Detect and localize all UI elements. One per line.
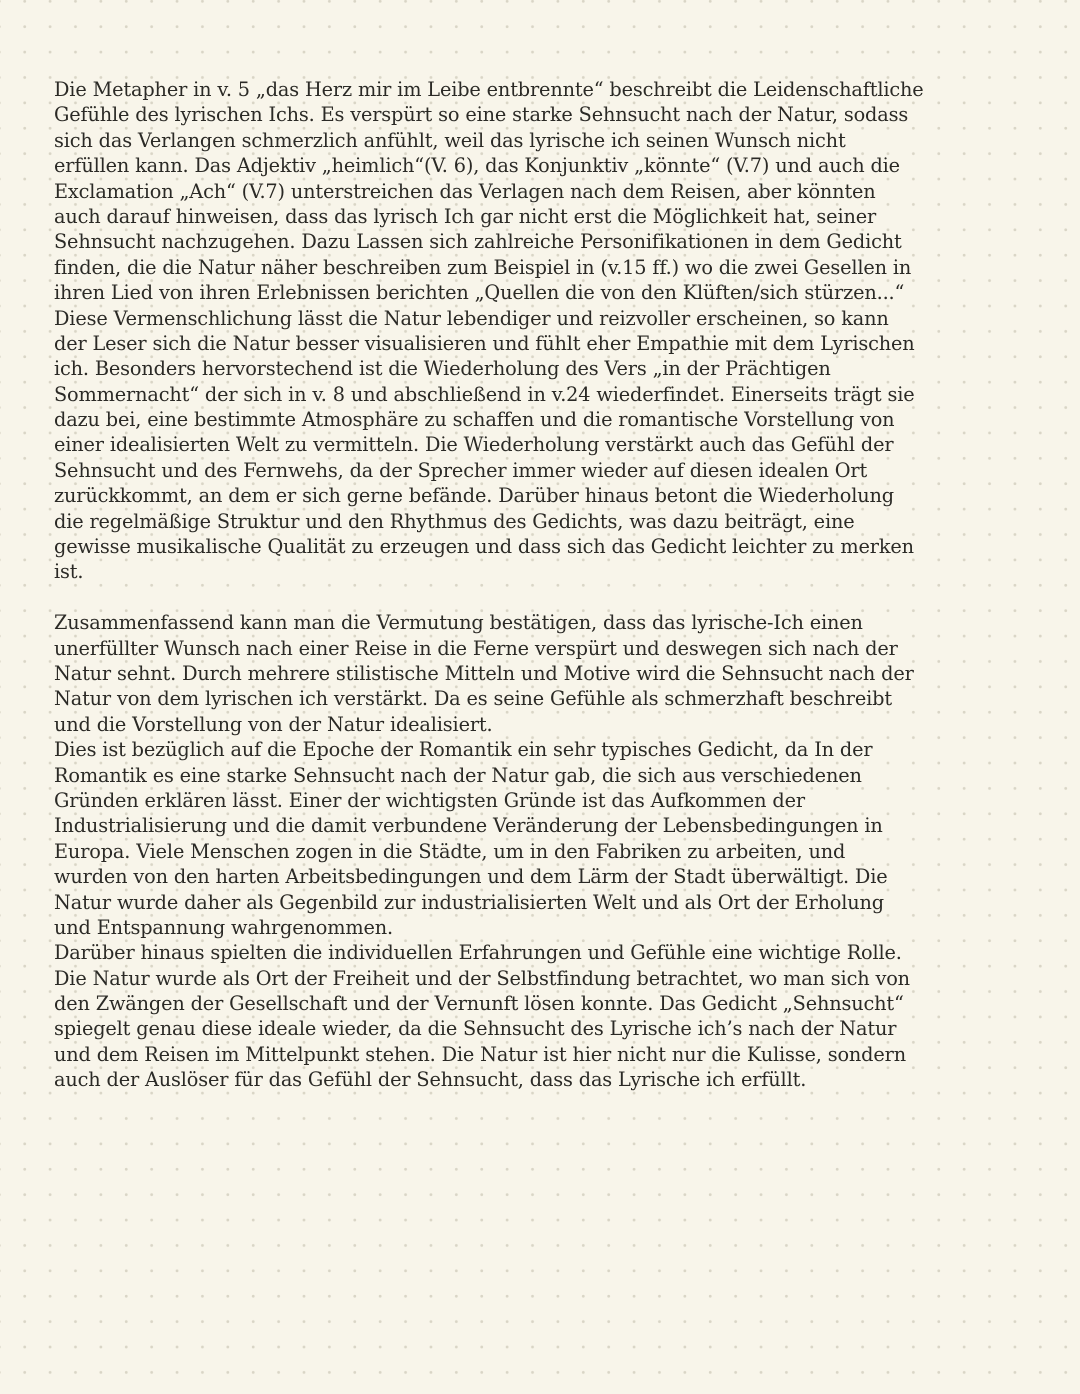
text-line: wurden von den harten Arbeitsbedingungen und dem Lärm der Stadt überwältigt. Die — [54, 865, 888, 889]
text-line: Die Metapher in v. 5 „das Herz mir im Leibe entbrennte“ beschreibt die Leidenschaftliche — [54, 78, 924, 101]
text-line: erfüllen kann. Das Adjektiv „heimlich“(V. 6), das Konjunktiv „könnte“ (V.7) und auch die — [54, 154, 900, 178]
text-line: Diese Vermenschlichung lässt die Natur lebendiger und reizvoller erscheinen, so kann — [54, 306, 889, 330]
text-line: Gefühle des lyrischen Ichs. Es verspürt so eine starke Sehnsucht nach der Natur, sodass — [54, 103, 909, 127]
text-line: Europa. Viele Menschen zogen in die Städte, um in den Fabriken zu arbeiten, und — [54, 839, 846, 863]
text-line: Industrialisierung und die damit verbundene Veränderung der Lebensbedingungen in — [54, 814, 883, 838]
text-line: ich. Besonders hervorstechend ist die Wiederholung des Vers „in der Prächtigen — [54, 357, 831, 381]
text-line: einer idealisierten Welt zu vermitteln. Die Wiederholung verstärkt auch das Gefühl der — [54, 433, 894, 457]
text-line: Sehnsucht nachzugehen. Dazu Lassen sich zahlreiche Personifikationen in dem Gedicht — [54, 230, 902, 254]
text-line: und Entspannung wahrgenommen. — [54, 915, 394, 939]
conclusion-paragraph — [54, 610, 999, 1092]
text-line: ist. — [54, 560, 84, 584]
text-line: und die Vorstellung von der Natur idealisiert. — [54, 712, 493, 736]
text-line: Darüber hinaus spielten die individuellen Erfahrungen und Gefühle eine wichtige Rolle. — [54, 941, 902, 965]
text-line: spiegelt genau diese ideale wieder, da die Sehnsucht des Lyrische ich’s nach der Natur — [54, 1017, 897, 1041]
text-line: Natur sehnt. Durch mehrere stilistische Mitteln und Motive wird die Sehnsucht nach der — [54, 661, 914, 685]
text-line: der Leser sich die Natur besser visualisieren und fühlt eher Empathie mit dem Lyrischen — [54, 331, 915, 355]
text-line: finden, die die Natur näher beschreiben zum Beispiel in (v.15 ff.) wo die zwei Gesellen in — [54, 255, 912, 279]
text-line: Sehnsucht und des Fernwehs, da der Sprecher immer wieder auf diesen idealen Ort — [54, 458, 868, 482]
text-line: Exclamation „Ach“ (V.7) unterstreichen das Verlagen nach dem Reisen, aber könnten — [54, 179, 876, 203]
text-line: Natur wurde daher als Gegenbild zur industrialisierten Welt und als Ort der Erholung — [54, 890, 885, 914]
text-line: sich das Verlangen schmerzlich anfühlt, weil das lyrische ich seinen Wunsch nicht — [54, 128, 846, 152]
text-line: Dies ist bezüglich auf die Epoche der Romantik ein sehr typisches Gedicht, da In der — [54, 738, 873, 762]
text-line: auch der Auslöser für das Gefühl der Sehnsucht, dass das Lyrische ich erfüllt. — [54, 1068, 807, 1092]
text-line: unerfüllter Wunsch nach einer Reise in die Ferne verspürt und deswegen sich nach der — [54, 636, 898, 660]
text-line: zurückkommt, an dem er sich gerne befände. Darüber hinaus betont die Wiederholung — [54, 484, 895, 508]
text-line: Gründen erklären lässt. Einer der wichtigsten Gründe ist das Aufkommen der — [54, 788, 805, 812]
text-line: die regelmäßige Struktur und den Rhythmus des Gedichts, was dazu beiträgt, eine — [54, 509, 855, 533]
text-line: Die Natur wurde als Ort der Freiheit und der Selbstfindung betrachtet, wo man sich von — [54, 966, 910, 990]
text-line: und dem Reisen im Mittelpunkt stehen. Die Natur ist hier nicht nur die Kulisse, sondern — [54, 1042, 906, 1066]
text-line: gewisse musikalische Qualität zu erzeugen und dass sich das Gedicht leichter zu merken — [54, 535, 914, 559]
text-line: dazu bei, eine bestimmte Atmosphäre zu schaffen und die romantische Vorstellung von — [54, 408, 895, 432]
analysis-paragraph — [54, 77, 999, 585]
text-line: Natur von dem lyrischen ich verstärkt. Da es seine Gefühle als schmerzhaft beschreibt — [54, 687, 892, 711]
text-line: auch darauf hinweisen, dass das lyrisch Ich gar nicht erst die Möglichkeit hat, seiner — [54, 204, 877, 228]
text-line: Zusammenfassend kann man die Vermutung bestätigen, dass das lyrische-Ich einen — [54, 611, 863, 635]
text-line: Sommernacht“ der sich in v. 8 und abschließend in v.24 wiederfindet. Einerseits trägt sie — [54, 382, 915, 406]
text-line: Romantik es eine starke Sehnsucht nach der Natur gab, die sich aus verschiedenen — [54, 763, 862, 787]
text-line: den Zwängen der Gesellschaft und der Vernunft lösen konnte. Das Gedicht „Sehnsucht“ — [54, 992, 904, 1016]
document-page — [54, 77, 999, 1093]
paragraph-gap — [54, 585, 999, 610]
text-line: ihren Lied von ihren Erlebnissen berichten „Quellen die von den Klüften/sich stürzen...“ — [54, 281, 905, 305]
